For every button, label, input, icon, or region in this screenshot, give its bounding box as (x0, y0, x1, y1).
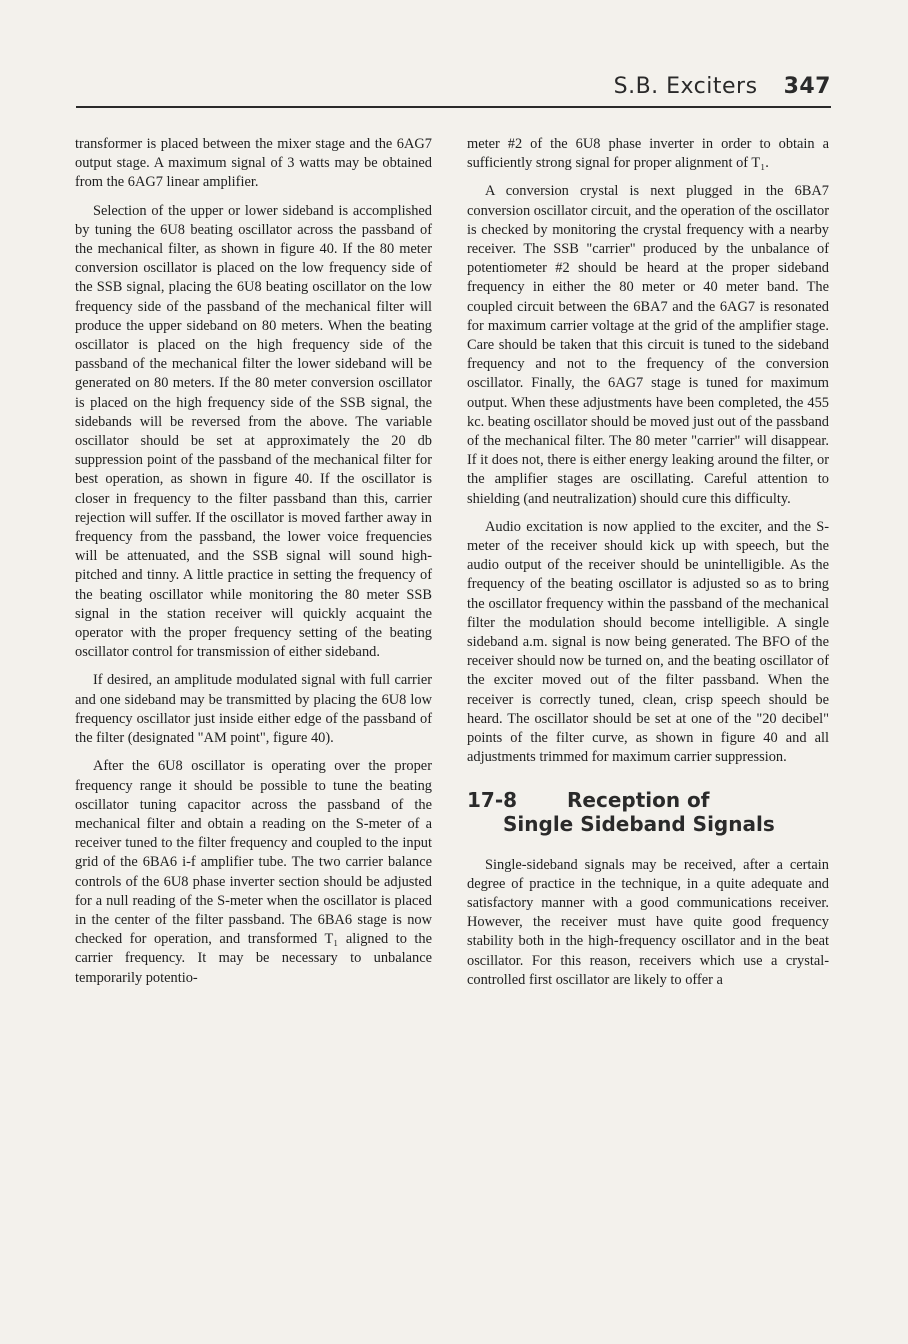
left-column (75, 135, 432, 997)
paragraph: A conversion crystal is next plugged in the 6BA7 conversion oscillator circuit, and the operation of the oscillator is checked by monitoring the crystal frequency with a nearby receiver. The SSB "carrier" produced by the unbalance of potentiometer #2 should be heard at the proper sideband frequency in either the 80 meter or 40 meter band. The coupled circuit between the 6BA7 and the 6AG7 is resonated for maximum carrier voltage at the grid of the amplifier stage. Care should be taken that this circuit is tuned to the sideband frequency and not to the frequency of the conversion oscillator. Finally, the 6AG7 stage is tuned for maximum output. When these adjustments have been completed, the 455 kc. beating oscillator should be moved just out of the passband of the mechanical filter. The 80 meter "carrier" will disappear. If it does not, there is either energy leaking around the filter, or the amplifier stages are oscillating. Careful attention to shielding (and neutralization) should cure this difficulty. (467, 183, 829, 507)
section-number: 17-8 (467, 787, 518, 812)
paragraph: Audio excitation is now applied to the exciter, and the S-meter of the receiver should kick up with speech, but the audio output of the receiver should be unintelligible. As the frequency of the beating oscillator is adjusted so as to bring the oscillator frequency within the passband of the mechanical filter the modulation should become intelligible. A single sideband a.m. signal is now being generated. The BFO of the receiver should now be turned on, and the beating oscillator of the exciter moved out of the filter passband. When the receiver is correctly tuned, clean, crisp speech should be heard. The oscillator should be set at one of the "20 decibel" points of the filter curve, as shown in figure 40 and all adjustments trimmed for maximum carrier suppression. (467, 518, 829, 766)
page-header (76, 72, 831, 108)
paragraph: If desired, an amplitude modulated signal with full carrier and one sideband may be transmitted by placing the 6U8 low frequency oscillator just inside either edge of the passband of the filter (designated "AM point", figure 40). (75, 672, 432, 747)
section-title-line2: Single Sideband Signals (503, 811, 775, 836)
paragraph: transformer is placed between the mixer stage and the 6AG7 output stage. A maximum signal of 3 watts may be obtained from the 6AG7 linear amplifier. (75, 136, 432, 191)
page-number: 347 (783, 74, 831, 99)
running-head (614, 74, 831, 99)
right-column (467, 135, 829, 999)
paragraph: After the 6U8 oscillator is operating over the proper frequency range it should be possible to tune the beating oscillator tuning capacitor across the passband of the mechanical filter and obtain a reading on the S-meter of a receiver tuned to the filter frequency and coupled to the input grid of the 6BA6 i-f amplifier tube. The two carrier balance controls of the 6U8 phase inverter section should be adjusted for a null reading of the S-meter when the oscillator is placed in the center of the filter passband. The 6BA6 stage is now checked for operation, and transformed T₁ aligned to the carrier frequency. It may be necessary to unbalance temporarily potentio- (75, 758, 432, 986)
section-title-line1: Reception of (567, 787, 710, 812)
section-heading (467, 788, 829, 836)
running-head-title: S.B. Exciters (613, 74, 758, 99)
paragraph: meter #2 of the 6U8 phase inverter in order to obtain a sufficiently strong signal for proper alignment of T₁. (467, 136, 829, 172)
paragraph: Single-sideband signals may be received, after a certain degree of practice in the technique, in a quite adequate and satisfactory manner with a good communications receiver. However, the receiver must have quite good frequency stability both in the high-frequency oscillator and in the beat oscillator. For this reason, receivers which use a crystal-controlled first oscillator are likely to offer a (467, 856, 829, 988)
paragraph: Selection of the upper or lower sideband is accomplished by tuning the 6U8 beating oscillator across the passband of the mechanical filter, as shown in figure 40. If the 80 meter conversion oscillator is placed on the low frequency side of the SSB signal, placing the 6U8 beating oscillator on the low frequency side of the passband of the mechanical filter will produce the upper sideband on 80 meters. When the beating oscillator is placed on the high frequency side of the passband of the mechanical filter the lower sideband will be generated on 80 meters. If the 80 meter conversion oscillator is placed on the high frequency side of the SSB signal, the sidebands will be reversed from the above. The variable oscillator should be set at approximately the 20 db suppression point of the passband of the mechanical filter for best operation, as shown in figure 40. If the oscillator is closer in frequency to the filter passband than this, carrier rejection will suffer. If the oscillator is moved farther away in frequency from the passband, the lower voice frequencies will be attenuated, and the SSB signal will sound high-pitched and tinny. A little practice in setting the frequency of the beating oscillator while monitoring the 80 meter SSB signal in the station receiver will quickly acquaint the operator with the proper frequency setting of the beating oscillator control for transmission of either sideband. (75, 202, 432, 661)
